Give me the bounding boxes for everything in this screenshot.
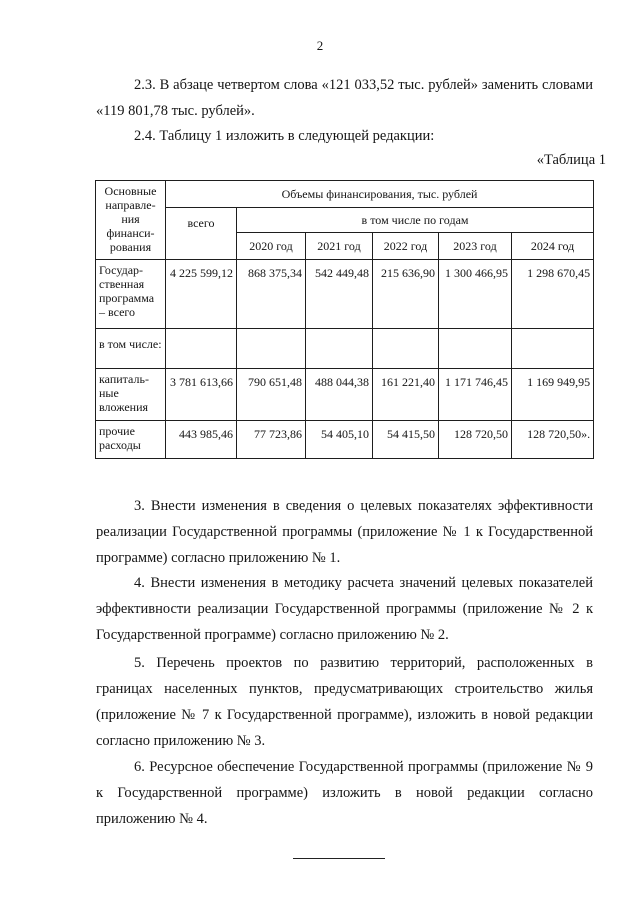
- cell-2022: 215 636,90: [373, 260, 439, 329]
- table-row: [96, 260, 594, 329]
- cell-2023: 1 300 466,95: [439, 260, 512, 329]
- header-volumes: Объемы финансирования, тыс. рублей: [166, 181, 594, 208]
- paragraph-3: 3. Внести изменения в сведения о целевых показателях эффективности реализации Государственной программы (приложение № 1 к Государственной программе) согласно приложению № 1.: [96, 498, 593, 566]
- cell-2020: 77 723,86: [237, 421, 306, 459]
- cell-total: 4 225 599,12: [166, 260, 237, 329]
- cell-2022: [373, 329, 439, 369]
- header-year-2020: 2020 год: [237, 233, 306, 260]
- table-row: [96, 329, 594, 369]
- cell-2021: 542 449,48: [306, 260, 373, 329]
- cell-2021: 488 044,38: [306, 369, 373, 421]
- cell-2021: 54 405,10: [306, 421, 373, 459]
- header-by-years: в том числе по годам: [237, 208, 594, 233]
- table-row: [96, 369, 594, 421]
- cell-total: 443 985,46: [166, 421, 237, 459]
- table-row: [96, 421, 594, 459]
- cell-2024: [512, 329, 594, 369]
- cell-2023: 1 171 746,45: [439, 369, 512, 421]
- cell-2023: 128 720,50: [439, 421, 512, 459]
- header-year-2024: 2024 год: [512, 233, 594, 260]
- cell-2023: [439, 329, 512, 369]
- header-year-2021: 2021 год: [306, 233, 373, 260]
- cell-total: [166, 329, 237, 369]
- header-total: всего: [166, 208, 237, 260]
- cell-2020: 790 651,48: [237, 369, 306, 421]
- table-caption: «Таблица 1: [536, 152, 606, 168]
- paragraph-4: 4. Внести изменения в методику расчета значений целевых показателей эффективности реализации Государственной программы (приложение № 2 к Государственной программе) согласно приложению № 2.: [96, 575, 593, 643]
- header-direction: Основные направле-ния финанси-рования: [96, 181, 166, 260]
- paragraph-6: 6. Ресурсное обеспечение Государственной программы (приложение № 9 к Государственной программе) изложить в новой редакции согласно приложению № 4.: [96, 759, 593, 827]
- cell-2020: [237, 329, 306, 369]
- paragraph-2-4: 2.4. Таблицу 1 изложить в следующей редакции:: [134, 128, 435, 144]
- page-number: 2: [316, 38, 324, 53]
- financing-table: [95, 180, 594, 459]
- cell-total: 3 781 613,66: [166, 369, 237, 421]
- cell-2020: 868 375,34: [237, 260, 306, 329]
- footer-divider: [293, 858, 385, 859]
- row-label: капиталь-ные вложения: [96, 369, 166, 421]
- row-label: Государ-ственная программа – всего: [96, 260, 166, 329]
- paragraph-2-3: 2.3. В абзаце четвертом слова «121 033,52 тыс. рублей» заменить словами «119 801,78 тыс. рублей».: [96, 77, 593, 119]
- cell-2024: 128 720,50».: [512, 421, 594, 459]
- header-year-2023: 2023 год: [439, 233, 512, 260]
- row-label: прочие расходы: [96, 421, 166, 459]
- cell-2024: 1 169 949,95: [512, 369, 594, 421]
- cell-2022: 161 221,40: [373, 369, 439, 421]
- cell-2024: 1 298 670,45: [512, 260, 594, 329]
- row-label: в том числе:: [96, 329, 166, 369]
- paragraph-5: 5. Перечень проектов по развитию территорий, расположенных в границах населенных пунктов, предусматривающих строительство жилья (приложение № 7 к Государственной программе), изложить в новой редакции согласно приложению № 3.: [96, 655, 593, 749]
- cell-2021: [306, 329, 373, 369]
- cell-2022: 54 415,50: [373, 421, 439, 459]
- header-year-2022: 2022 год: [373, 233, 439, 260]
